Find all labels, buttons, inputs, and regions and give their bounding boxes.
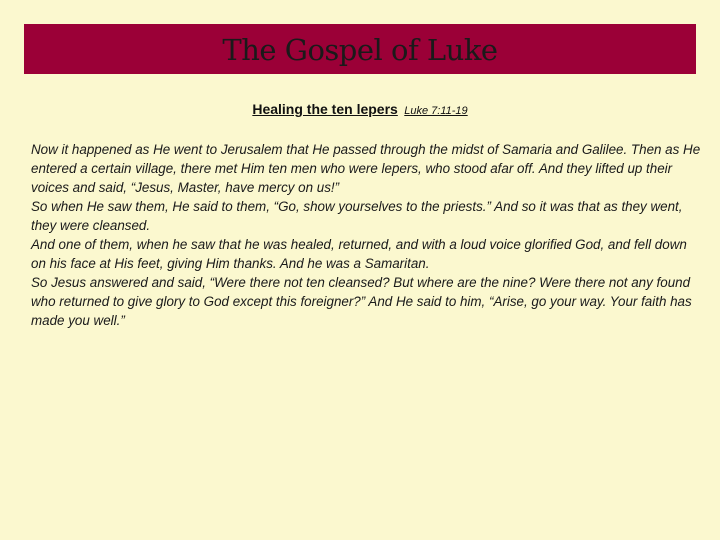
scripture-reference: Luke 7:11-19 — [404, 105, 468, 117]
page-title: The Gospel of Luke — [222, 32, 498, 67]
passage-paragraph: Now it happened as He went to Jerusalem that He passed through the midst of Samaria and Galilee. Then as He entered a certain village, there met Him ten men who were lepers, who stood afar off. And they lifted up their voices and said, “Jesus, Master, have mercy on us!” — [31, 142, 701, 195]
passage-paragraph: And one of them, when he saw that he was healed, returned, and with a loud voice glorified God, and fell down on his face at His feet, giving Him thanks. And he was a Samaritan. — [31, 237, 687, 271]
scripture-passage — [31, 140, 701, 330]
section-heading — [0, 100, 720, 119]
passage-paragraph: So when He saw them, He said to them, “Go, show yourselves to the priests.” And so it was that as they went, they were cleansed. — [31, 199, 683, 233]
passage-paragraph: So Jesus answered and said, “Were there not ten cleansed? But where are the nine? Were there not any found who returned to give glory to God except this foreigner?” And He said to him, “Arise, go your way. Your faith has made you well.” — [31, 275, 692, 328]
title-banner — [24, 24, 696, 74]
section-title: Healing the ten lepers — [252, 101, 398, 117]
